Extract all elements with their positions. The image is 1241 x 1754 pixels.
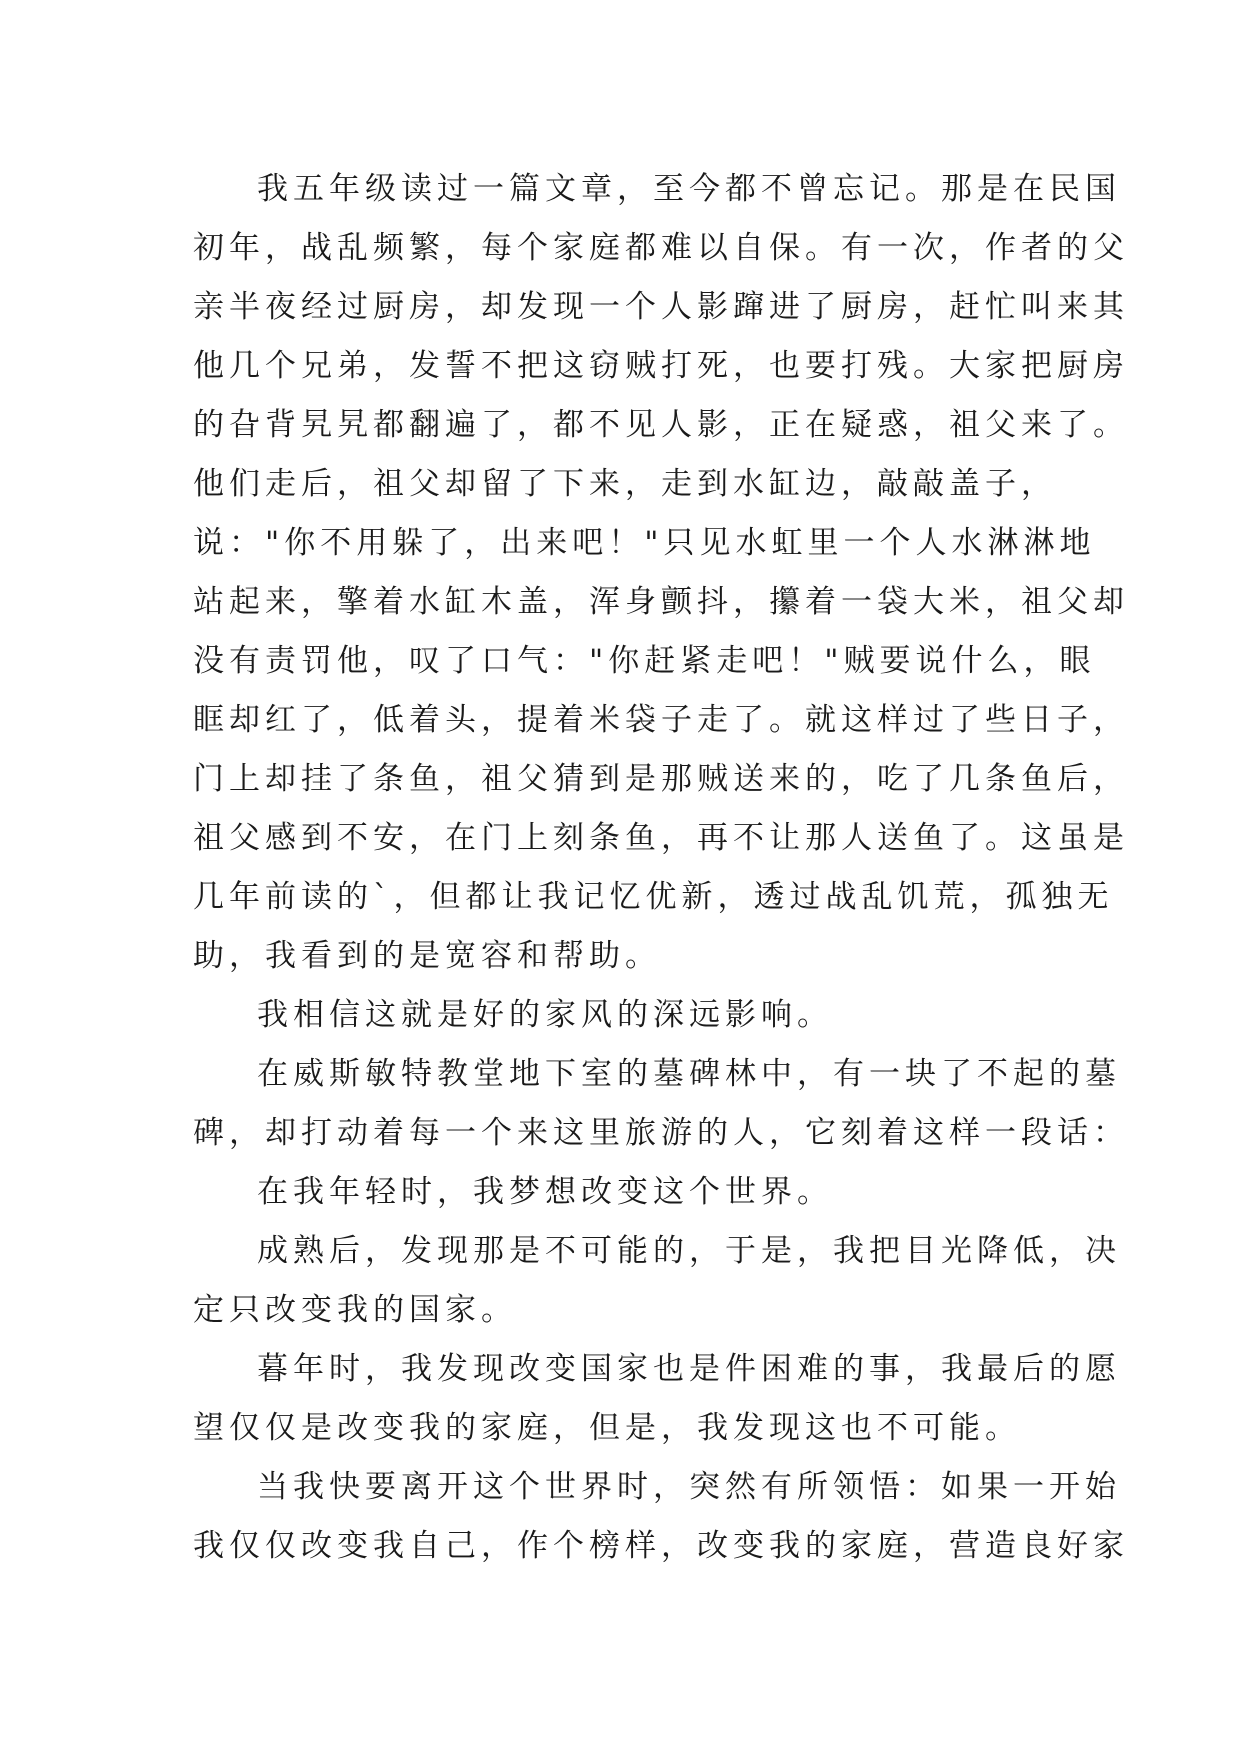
text-line: 碑，却打动着每一个来这里旅游的人，它刻着这样一段话：: [193, 1115, 1129, 1151]
text-line: 望仅仅是改变我的家庭，但是，我发现这也不可能。: [193, 1410, 1021, 1446]
text-line: 站起来，擎着水缸木盖，浑身颤抖，攥着一袋大米，祖父却: [193, 584, 1129, 620]
text-line: 亲半夜经过厨房，却发现一个人影蹿进了厨房，赶忙叫来其: [193, 289, 1129, 325]
text-line: 几年前读的`，但都让我记忆优新，透过战乱饥荒，孤独无: [193, 879, 1114, 915]
text-line: 他们走后，祖父却留了下来，走到水缸边，敲敲盖子，: [193, 466, 1057, 502]
text-line: 门上却挂了条鱼，祖父猜到是那贼送来的，吃了几条鱼后，: [193, 761, 1129, 797]
text-line: 暮年时，我发现改变国家也是件困难的事，我最后的愿: [257, 1351, 1121, 1387]
text-line: 眶却红了，低着头，提着米袋子走了。就这样过了些日子，: [193, 702, 1129, 738]
text-line: 在我年轻时，我梦想改变这个世界。: [257, 1174, 833, 1210]
text-line: 初年，战乱频繁，每个家庭都难以自保。有一次，作者的父: [193, 230, 1129, 266]
text-line: 他几个兄弟，发誓不把这窃贼打死，也要打残。大家把厨房: [193, 348, 1129, 384]
text-line: 成熟后，发现那是不可能的，于是，我把目光降低，决: [257, 1233, 1121, 1269]
text-line: 我仅仅改变我自己，作个榜样，改变我的家庭，营造良好家: [193, 1528, 1129, 1564]
text-line: 我五年级读过一篇文章，至今都不曾忘记。那是在民国: [257, 171, 1121, 207]
text-line: 祖父感到不安，在门上刻条鱼，再不让那人送鱼了。这虽是: [193, 820, 1129, 856]
text-line: 助，我看到的是宽容和帮助。: [193, 938, 661, 974]
text-line: 没有责罚他，叹了口气："你赶紧走吧！"贼要说什么，眼: [193, 643, 1096, 679]
text-line: 定只改变我的国家。: [193, 1292, 517, 1328]
text-line: 说："你不用躲了，出来吧！"只见水虹里一个人水淋淋地: [193, 525, 1096, 561]
text-line: 的旮背旯旯都翻遍了，都不见人影，正在疑惑，祖父来了。: [193, 407, 1129, 443]
text-line: 当我快要离开这个世界时，突然有所领悟：如果一开始: [257, 1469, 1121, 1505]
article-body: [193, 160, 1129, 1576]
text-line: 我相信这就是好的家风的深远影响。: [257, 997, 833, 1033]
text-line: 在威斯敏特教堂地下室的墓碑林中，有一块了不起的墓: [257, 1056, 1121, 1092]
